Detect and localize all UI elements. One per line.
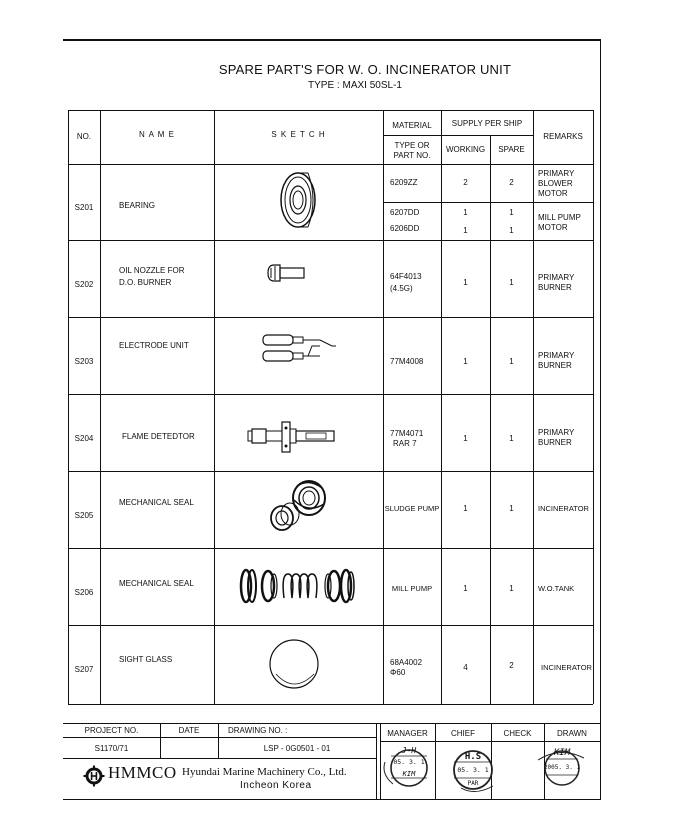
row-no: S204 [74, 434, 94, 443]
row-part: (4.5G) [390, 284, 413, 293]
row-remarks: MOTOR [538, 223, 568, 232]
row-spare: 1 [509, 278, 514, 287]
row-remarks: BURNER [538, 283, 572, 292]
row-working: 1 [463, 226, 468, 235]
drawn-stamp-name: KIM [553, 748, 571, 758]
chief-stamp-date: 05. 3. 1 [457, 766, 489, 774]
header-type-or: TYPE OR [394, 141, 430, 150]
row-name: ELECTRODE UNIT [119, 341, 189, 350]
check-label: CHECK [503, 729, 532, 738]
chief-stamp-name: H.S [464, 752, 482, 762]
sight-glass-sketch [268, 638, 322, 692]
row-part: 6209ZZ [390, 178, 418, 187]
row-part: 77M4071 [390, 429, 424, 438]
row-no: S205 [74, 511, 94, 520]
header-spare: SPARE [498, 145, 525, 154]
date-label: DATE [178, 726, 200, 735]
mechanical-seal-sketch [264, 478, 334, 534]
row-name: MECHANICAL SEAL [119, 498, 194, 507]
row-working: 1 [463, 584, 468, 593]
header-working: WORKING [445, 145, 486, 154]
row-spare: 2 [509, 178, 514, 187]
bearing-sketch [268, 170, 328, 230]
header-no: NO. [76, 132, 92, 141]
row-remarks: INCINERATOR [541, 663, 592, 672]
row-name: MECHANICAL SEAL [119, 579, 194, 588]
row-no: S203 [74, 357, 94, 366]
drawing-no-value: LSP - 0G0501 - 01 [263, 744, 331, 753]
oil-nozzle-sketch [266, 263, 306, 283]
row-spare: 1 [509, 208, 514, 217]
header-sketch: S K E T C H [271, 130, 326, 139]
row-spare: 1 [509, 226, 514, 235]
row-remarks: MILL PUMP [538, 213, 581, 222]
header-remarks: REMARKS [543, 132, 583, 141]
row-working: 4 [463, 663, 468, 672]
row-remarks: BURNER [538, 438, 572, 447]
manager-stamp-name: J-H [401, 746, 417, 755]
row-remarks: PRIMARY [538, 351, 575, 360]
row-part: 6206DD [390, 224, 420, 233]
row-no: S207 [74, 665, 94, 674]
row-part: 77M4008 [390, 357, 424, 366]
mechanical-seal-2-sketch [238, 566, 358, 606]
row-working: 1 [463, 504, 468, 513]
flame-detector-sketch [246, 419, 342, 455]
chief-stamp-extra: PAR [467, 780, 479, 787]
row-no: S202 [74, 280, 94, 289]
project-no-value: S1170/71 [94, 744, 129, 753]
row-working: 1 [463, 357, 468, 366]
row-working: 2 [463, 178, 468, 187]
page-bottom-rule [63, 799, 601, 800]
hmmco-gear-logo [84, 766, 104, 786]
page-subtitle: TYPE : MAXI 50SL-1 [308, 80, 402, 91]
row-part: 6207DD [390, 208, 420, 217]
header-supply: SUPPLY PER SHIP [451, 119, 523, 128]
row-name: D.O. BURNER [119, 278, 172, 287]
row-remarks: INCINERATOR [538, 504, 589, 513]
row-no: S201 [74, 203, 94, 212]
row-remarks: PRIMARY [538, 273, 575, 282]
company-name: Hyundai Marine Machinery Co., Ltd. [182, 766, 347, 778]
page-title: SPARE PART'S FOR W. O. INCINERATOR UNIT [218, 62, 512, 77]
header-name: N A M E [139, 130, 175, 139]
row-no: S206 [74, 588, 94, 597]
row-remarks: PRIMARY [538, 169, 575, 178]
row-spare: 1 [509, 584, 514, 593]
electrode-unit-sketch [260, 332, 340, 372]
company-location: Incheon Korea [240, 780, 312, 791]
row-remarks: W.O.TANK [538, 584, 575, 593]
row-working: 1 [463, 434, 468, 443]
row-spare: 1 [509, 504, 514, 513]
header-material: MATERIAL [392, 121, 432, 130]
row-spare: 1 [509, 357, 514, 366]
row-part: 68A4002 [390, 658, 423, 667]
row-remarks: BURNER [538, 361, 572, 370]
row-part: RAR 7 [393, 439, 417, 448]
manager-stamp-extra: KIM [402, 770, 416, 778]
row-working: 1 [463, 278, 468, 287]
manager-stamp-date: 05. 3. 1 [393, 758, 425, 766]
row-part: MILL PUMP [391, 584, 433, 593]
row-name: OIL NOZZLE FOR [119, 266, 185, 275]
row-part: SLUDGE PUMP [384, 504, 440, 513]
drawn-label: DRAWN [557, 729, 587, 738]
page-right-rule [600, 39, 601, 800]
row-name: FLAME DETEDTOR [122, 432, 195, 441]
row-working: 1 [463, 208, 468, 217]
drawing-no-label: DRAWING NO. : [228, 726, 288, 735]
page-top-rule [63, 39, 600, 41]
row-part: Φ60 [390, 668, 406, 677]
row-remarks: PRIMARY [538, 428, 575, 437]
row-name: SIGHT GLASS [119, 655, 173, 664]
row-part: 64F4013 [390, 272, 422, 281]
header-part-no: PART NO. [393, 151, 431, 160]
row-remarks: BLOWER [538, 179, 573, 188]
row-spare: 1 [509, 434, 514, 443]
drawn-stamp-date: 2005. 3. 1 [543, 764, 581, 771]
project-no-label: PROJECT NO. [84, 726, 139, 735]
row-spare: 2 [509, 661, 514, 670]
company-brand: HMMCO [108, 763, 177, 782]
row-remarks: MOTOR [538, 189, 568, 198]
manager-label: MANAGER [387, 729, 428, 738]
chief-label: CHIEF [451, 729, 475, 738]
row-name: BEARING [119, 201, 156, 210]
